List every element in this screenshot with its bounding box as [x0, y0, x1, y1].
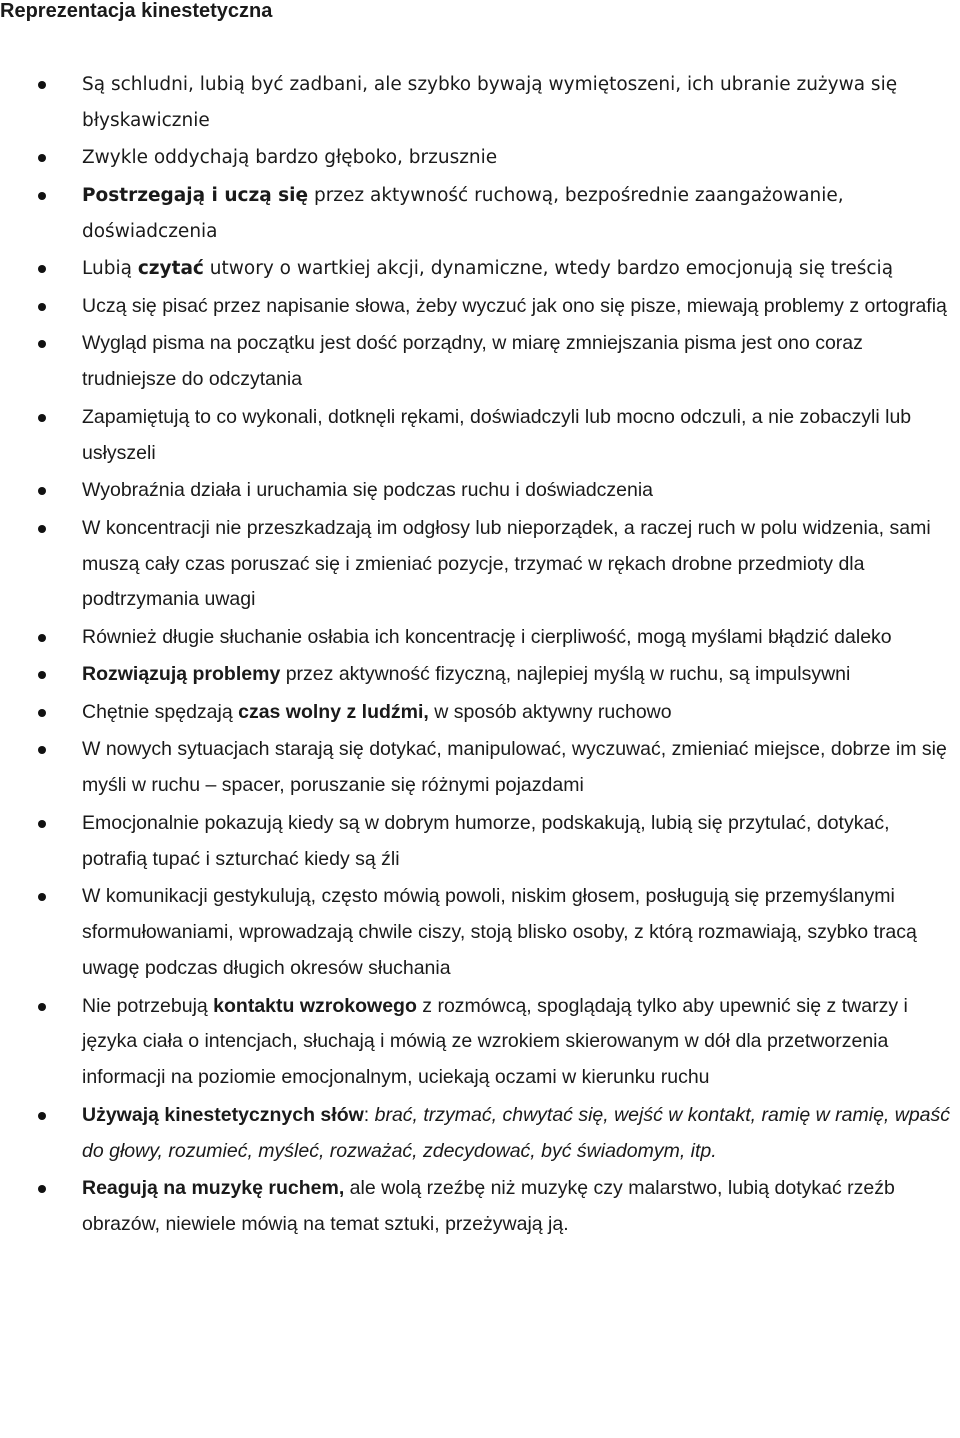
bullet-icon	[38, 671, 46, 679]
bullet-icon	[38, 525, 46, 533]
bullet-icon	[38, 634, 46, 642]
text-segment: Zapamiętują to co wykonali, dotknęli rękami, doświadczyli lub mocno odczuli, a nie zobaczyli lub usłyszeli	[82, 405, 912, 464]
list-item-text	[82, 74, 897, 131]
list-item-text	[82, 812, 890, 870]
list-item-text	[82, 479, 653, 501]
text-segment: :	[363, 1103, 375, 1126]
list-item-text	[82, 626, 892, 648]
text-segment: W komunikacji gestykulują, często mówią powoli, niskim głosem, posługują się przemyślanymi sformułowaniami, wprowadzają chwile ciszy, stoją blisko osoby, z którą rozmawiają, szybko tracą uwagę podczas długich okresów słuchania	[82, 885, 917, 980]
text-segment: Wygląd pisma na początku jest dość porządny, w miarę zmniejszania pisma jest ono coraz trudniejsze do odczytania	[82, 332, 863, 391]
text-segment: z rozmówcą, spoglądają tylko aby upewnić się z twarzy i języka ciała o intencjach, słuchają i mówią ze wzrokiem skierowanym w dół dla przetworzenia informacji na poziomie emocjonalnym, uciekają oczami w kierunku ruchu	[82, 994, 908, 1089]
list-item-text	[82, 147, 497, 168]
bullet-icon	[38, 414, 46, 422]
text-segment: Nie potrzebują	[82, 994, 214, 1017]
bullet-icon	[38, 1112, 46, 1120]
list-item	[0, 140, 960, 176]
text-segment: Chętnie spędzają	[82, 700, 239, 723]
list-item	[0, 1171, 960, 1243]
list-item-text	[82, 1104, 950, 1162]
text-segment: Są schludni, lubią być zadbani, ale szybko bywają wymiętoszeni, ich ubranie zużywa się błyskawicznie	[82, 74, 898, 131]
list-item	[0, 178, 960, 250]
bullet-icon	[38, 1185, 46, 1193]
text-segment: Uczą się pisać przez napisanie słowa, żeby wyczuć jak ono się pisze, miewają problemy z ortografią	[82, 294, 947, 317]
text-segment: Zwykle oddychają bardzo głęboko, brzusznie	[82, 147, 498, 169]
list-item-text	[82, 406, 911, 464]
bullet-icon	[38, 81, 46, 89]
bold-text: Rozwiązują problemy	[82, 663, 281, 686]
bullet-icon	[38, 820, 46, 828]
list-item-text	[82, 517, 931, 611]
text-segment: przez aktywność fizyczną, najlepiej myślą w ruchu, są impulsywni	[280, 663, 851, 686]
bold-text: Używają kinestetycznych słów	[82, 1103, 364, 1126]
text-segment: utwory o wartkiej akcji, dynamiczne, wtedy bardzo emocjonują się treścią	[203, 258, 894, 280]
list-item-text	[82, 295, 947, 317]
list-item-text	[82, 738, 947, 796]
list-item-text	[82, 1177, 895, 1235]
list-item	[0, 326, 960, 398]
list-item	[0, 732, 960, 804]
list-item	[0, 620, 960, 656]
bullet-icon	[38, 303, 46, 311]
text-segment: Lubią	[82, 258, 138, 280]
text-segment: przez aktywność ruchową, bezpośrednie zaangażowanie, doświadczenia	[82, 184, 844, 242]
list-item	[0, 251, 960, 287]
text-segment: Emocjonalnie pokazują kiedy są w dobrym humorze, podskakują, lubią się przytulać, dotykać, potrafią tupać i szturchać kiedy są źli	[82, 811, 890, 870]
list-item-text	[82, 185, 844, 242]
list-item-text	[82, 258, 893, 279]
list-item-text	[82, 663, 850, 685]
italic-text: brać, trzymać, chwytać się, wejść w kontakt, ramię w ramię, wpaść do głowy, rozumieć, myśleć, rozważać, zdecydować, być świadomym, itp.	[82, 1103, 951, 1162]
list-item	[0, 879, 960, 987]
bullet-icon	[38, 487, 46, 495]
bold-text: Postrzegają i uczą się	[82, 184, 309, 206]
bullet-icon	[38, 1003, 46, 1011]
bold-text: czas wolny z ludźmi,	[238, 700, 429, 723]
list-item-text	[82, 701, 672, 723]
list-item-text	[82, 995, 908, 1089]
text-segment: w sposób aktywny ruchowo	[428, 700, 672, 723]
bullet-icon	[38, 746, 46, 754]
list-item	[0, 473, 960, 509]
list-item-text	[82, 332, 863, 390]
list-item	[0, 989, 960, 1097]
bullet-icon	[38, 154, 46, 162]
list-item	[0, 1098, 960, 1170]
document-title: Reprezentacja kinestetyczna	[0, 0, 273, 22]
text-segment: W nowych sytuacjach starają się dotykać, manipulować, wyczuwać, zmieniać miejsce, dobrze im się myśli w ruchu – spacer, poruszanie się różnymi pojazdami	[82, 738, 947, 797]
text-segment: ale wolą rzeźbę niż muzykę czy malarstwo, lubią dotykać rzeźb obrazów, niewiele mówią na temat sztuki, przeżywają ją.	[82, 1177, 895, 1236]
list-item-text	[82, 885, 917, 979]
text-segment: Również długie słuchanie osłabia ich koncentrację i cierpliwość, mogą myślami błądzić daleko	[82, 625, 892, 648]
list-item	[0, 511, 960, 619]
bold-text: kontaktu wzrokowego	[213, 994, 417, 1017]
bullet-list	[0, 67, 960, 1245]
bullet-icon	[38, 709, 46, 717]
text-segment: W koncentracji nie przeszkadzają im odgłosy lub nieporządek, a raczej ruch w polu widzenia, sami muszą cały czas poruszać się i zmieniać pozycje, trzymać w rękach drobne przedmioty dla podtrzymania uwagi	[82, 516, 931, 611]
list-item	[0, 806, 960, 878]
list-item	[0, 657, 960, 693]
list-item	[0, 67, 960, 139]
list-item	[0, 695, 960, 731]
bold-text: czytać	[137, 258, 204, 280]
text-segment: Wyobraźnia działa i uruchamia się podczas ruchu i doświadczenia	[82, 479, 654, 502]
bold-text: Reagują na muzykę ruchem,	[82, 1177, 345, 1200]
bullet-icon	[38, 340, 46, 348]
list-item	[0, 400, 960, 472]
bullet-icon	[38, 265, 46, 273]
bullet-icon	[38, 192, 46, 200]
list-item	[0, 289, 960, 325]
bullet-icon	[38, 893, 46, 901]
